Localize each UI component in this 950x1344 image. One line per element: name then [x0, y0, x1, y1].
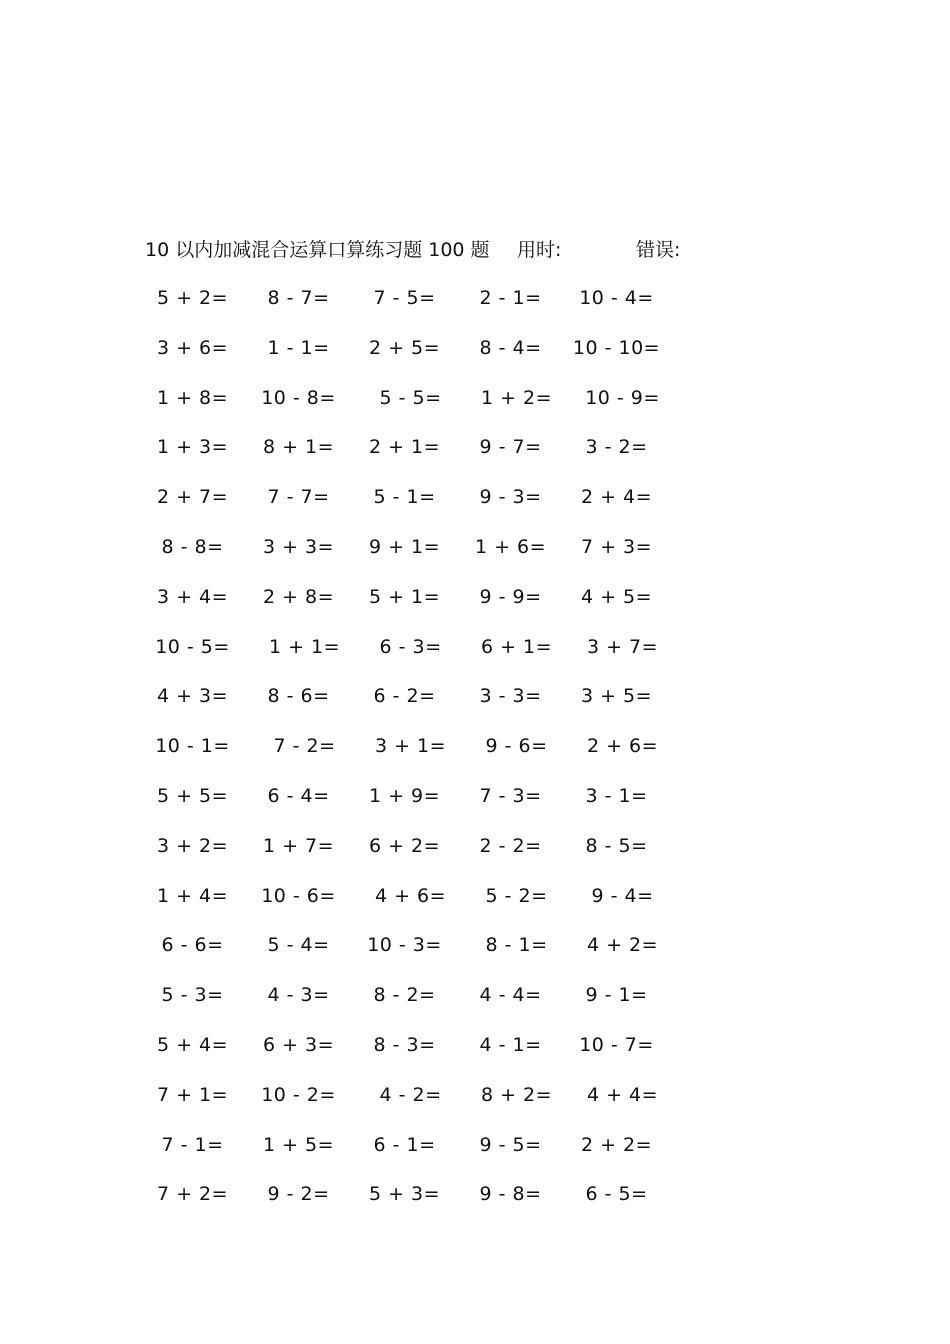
problem-item: 5 - 3= — [161, 984, 224, 1007]
problem-item: 1 + 1= — [268, 635, 341, 658]
problem-item: 7 - 5= — [373, 287, 436, 309]
problem-item: 2 - 1= — [479, 287, 542, 309]
problem-item: 2 + 8= — [262, 585, 335, 608]
problem-row — [140, 433, 700, 483]
problem-item: 8 - 3= — [373, 1033, 436, 1056]
problem-item: 8 - 6= — [267, 685, 330, 708]
problem-item: 2 + 1= — [368, 436, 441, 459]
problem-item: 4 - 4= — [479, 984, 542, 1007]
problem-item: 10 - 8= — [261, 386, 336, 409]
problem-item: 3 + 5= — [580, 685, 653, 708]
problem-item: 7 - 3= — [479, 784, 542, 807]
problem-item: 7 + 2= — [156, 1183, 229, 1206]
problem-row — [140, 1031, 700, 1081]
problem-item: 6 - 5= — [585, 1183, 648, 1206]
problem-item: 5 - 4= — [267, 934, 330, 957]
problem-item: 9 - 8= — [479, 1183, 542, 1206]
problem-row — [140, 931, 700, 981]
problem-item: 5 + 2= — [156, 287, 229, 309]
problem-item: 10 - 6= — [261, 884, 336, 907]
problem-grid — [140, 284, 700, 1230]
problem-item: 2 - 2= — [479, 834, 542, 857]
problem-item: 2 + 2= — [580, 1133, 653, 1156]
problem-item: 10 - 3= — [367, 934, 442, 957]
problem-item: 7 - 7= — [267, 486, 330, 509]
problem-item: 4 - 3= — [267, 984, 330, 1007]
problem-row — [140, 384, 700, 434]
problem-item: 6 + 3= — [262, 1033, 335, 1056]
problem-item: 9 - 1= — [585, 984, 648, 1007]
problem-row — [140, 533, 700, 583]
problem-item: 7 - 1= — [161, 1133, 224, 1156]
problem-item: 5 - 5= — [379, 386, 442, 409]
problem-item: 1 + 4= — [156, 884, 229, 907]
problem-item: 3 + 3= — [262, 535, 335, 558]
problem-item: 4 - 2= — [379, 1083, 442, 1106]
problem-item: 7 - 2= — [273, 735, 336, 758]
problem-item: 8 - 2= — [373, 984, 436, 1007]
problem-item: 1 + 6= — [474, 535, 547, 558]
problem-item: 8 - 7= — [267, 287, 330, 309]
problem-item: 3 + 6= — [156, 336, 229, 359]
problem-item: 4 + 5= — [580, 585, 653, 608]
problem-item: 6 - 6= — [161, 934, 224, 957]
problem-item: 7 + 3= — [580, 535, 653, 558]
problem-item: 3 - 3= — [479, 685, 542, 708]
problem-row — [140, 782, 700, 832]
problem-item: 10 - 1= — [155, 735, 230, 758]
problem-item: 3 + 2= — [156, 834, 229, 857]
problem-item: 4 + 3= — [156, 685, 229, 708]
problem-row — [140, 483, 700, 533]
time-used-label: 用时: — [517, 239, 562, 261]
problem-item: 8 - 8= — [161, 535, 224, 558]
problem-item: 1 + 3= — [156, 436, 229, 459]
problem-item: 5 + 1= — [368, 585, 441, 608]
problem-item: 4 + 2= — [586, 934, 659, 957]
problem-item: 2 + 7= — [156, 486, 229, 509]
problem-item: 6 - 4= — [267, 784, 330, 807]
problem-item: 9 - 6= — [485, 735, 548, 758]
problem-item: 6 - 2= — [373, 685, 436, 708]
problem-item: 7 + 1= — [156, 1083, 229, 1106]
worksheet-title: 10 以内加减混合运算口算练习题 100 题 — [145, 239, 490, 261]
problem-item: 6 + 1= — [480, 635, 553, 658]
problem-item: 9 - 2= — [267, 1183, 330, 1206]
problem-item: 1 + 9= — [368, 784, 441, 807]
problem-row — [140, 981, 700, 1031]
problem-item: 6 - 3= — [379, 635, 442, 658]
problem-item: 8 + 1= — [262, 436, 335, 459]
problem-item: 1 - 1= — [267, 336, 330, 359]
errors-label: 错误: — [636, 239, 681, 261]
problem-item: 5 - 2= — [485, 884, 548, 907]
problem-item: 2 + 6= — [586, 735, 659, 758]
problem-row — [140, 633, 700, 683]
problem-item: 1 + 5= — [262, 1133, 335, 1156]
problem-item: 4 + 4= — [586, 1083, 659, 1106]
problem-row — [140, 583, 700, 633]
problem-row — [140, 1081, 700, 1131]
problem-row — [140, 1180, 700, 1230]
problem-item: 9 - 3= — [479, 486, 542, 509]
problem-item: 9 - 4= — [591, 884, 654, 907]
problem-item: 3 + 7= — [586, 635, 659, 658]
problem-item: 10 - 5= — [155, 635, 230, 658]
problem-item: 8 - 5= — [585, 834, 648, 857]
problem-item: 9 - 7= — [479, 436, 542, 459]
problem-row — [140, 334, 700, 384]
problem-item: 4 - 1= — [479, 1033, 542, 1056]
problem-item: 2 + 4= — [580, 486, 653, 509]
problem-item: 1 + 7= — [262, 834, 335, 857]
problem-item: 3 - 1= — [585, 784, 648, 807]
problem-row — [140, 732, 700, 782]
problem-item: 3 + 4= — [156, 585, 229, 608]
problem-row — [140, 284, 700, 334]
problem-item: 9 - 9= — [479, 585, 542, 608]
problem-item: 5 + 5= — [156, 784, 229, 807]
problem-item: 10 - 7= — [579, 1033, 654, 1056]
problem-item: 8 - 1= — [485, 934, 548, 957]
problem-item: 10 - 4= — [579, 287, 654, 309]
problem-item: 10 - 9= — [585, 386, 660, 409]
problem-item: 5 + 3= — [368, 1183, 441, 1206]
problem-row — [140, 1131, 700, 1181]
problem-item: 1 + 8= — [156, 386, 229, 409]
problem-item: 3 + 1= — [374, 735, 447, 758]
problem-item: 8 + 2= — [480, 1083, 553, 1106]
problem-item: 1 + 2= — [480, 386, 553, 409]
problem-item: 4 + 6= — [374, 884, 447, 907]
problem-row — [140, 682, 700, 732]
problem-item: 10 - 2= — [261, 1083, 336, 1106]
problem-item: 6 - 1= — [373, 1133, 436, 1156]
problem-item: 6 + 2= — [368, 834, 441, 857]
problem-item: 9 + 1= — [368, 535, 441, 558]
problem-row — [140, 882, 700, 932]
problem-item: 5 - 1= — [373, 486, 436, 509]
problem-item: 9 - 5= — [479, 1133, 542, 1156]
problem-item: 3 - 2= — [585, 436, 648, 459]
problem-item: 8 - 4= — [479, 336, 542, 359]
problem-item: 10 - 10= — [572, 336, 661, 359]
problem-item: 5 + 4= — [156, 1033, 229, 1056]
problem-item: 2 + 5= — [368, 336, 441, 359]
problem-row — [140, 832, 700, 882]
